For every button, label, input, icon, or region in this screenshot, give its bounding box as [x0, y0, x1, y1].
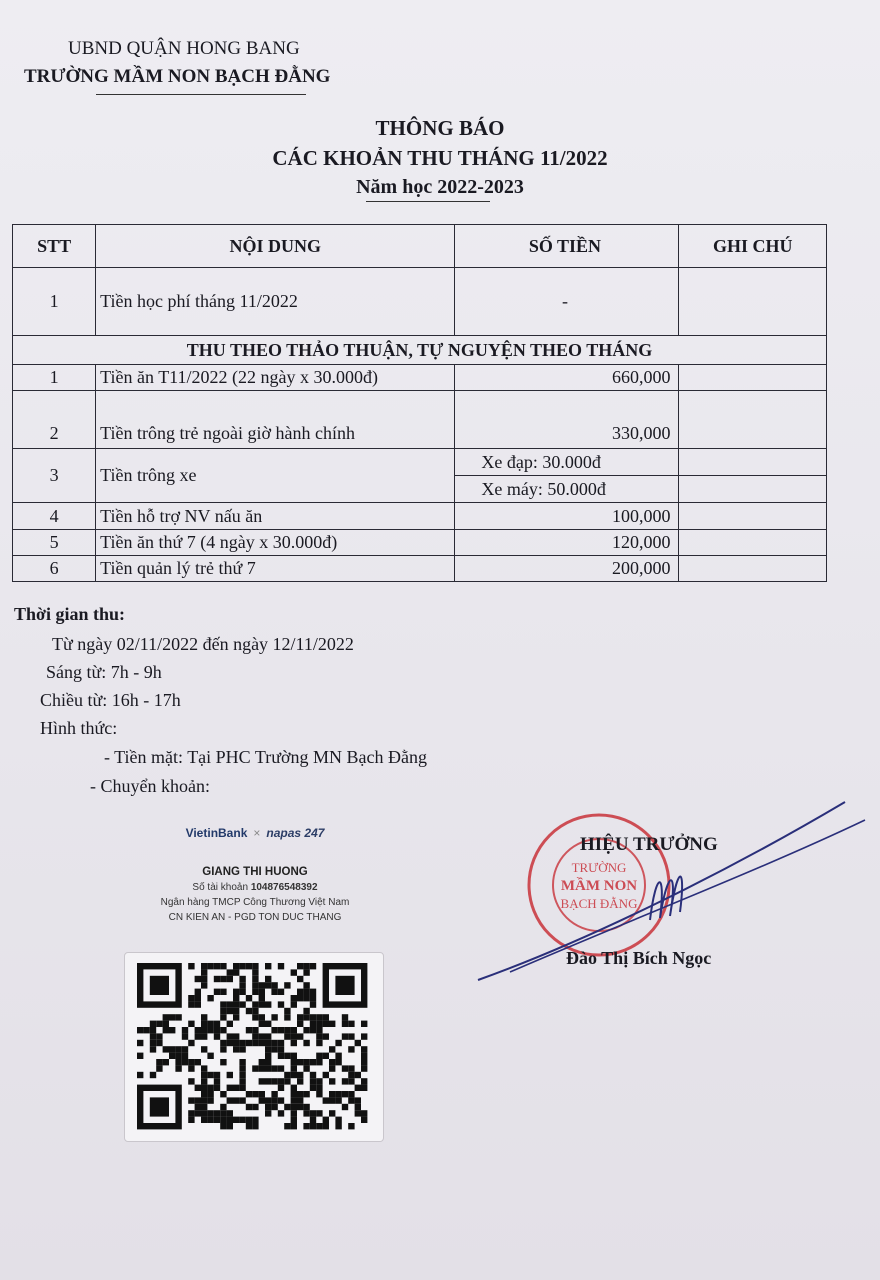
cell-note	[679, 449, 827, 476]
cell-note	[679, 268, 827, 336]
cell-content: Tiền ăn T11/2022 (22 ngày x 30.000đ)	[96, 365, 455, 391]
collection-time-label: Thời gian thu:	[14, 604, 126, 624]
vietinbank-logo: VietinBank	[185, 826, 248, 840]
notice-subtitle: CÁC KHOẢN THU THÁNG 11/2022	[272, 146, 608, 170]
cell-amount: 100,000	[455, 503, 679, 530]
principal-title: HIỆU TRƯỞNG	[580, 834, 718, 855]
cell-note	[679, 503, 827, 530]
cell-note	[679, 365, 827, 391]
cell-stt: 1	[13, 268, 96, 336]
org-line-1: UBND QUẬN HONG BANG	[68, 38, 300, 59]
cell-stt: 6	[13, 556, 96, 582]
cell-amount-bicycle: Xe đạp: 30.000đ	[455, 449, 679, 476]
col-header-content: NỘI DUNG	[96, 225, 455, 268]
cell-content: Tiền hỗ trợ NV nấu ăn	[96, 503, 455, 530]
collection-date-range: Từ ngày 02/11/2022 đến ngày 12/11/2022	[52, 634, 354, 654]
cell-amount: 330,000	[455, 391, 679, 449]
table-row	[13, 503, 827, 530]
qr-code	[124, 952, 384, 1142]
school-year: Năm học 2022-2023	[356, 176, 524, 198]
bank-name: Ngân hàng TMCP Công Thương Việt Nam	[160, 897, 350, 908]
napas-logo: napas 247	[266, 826, 325, 840]
bank-info	[120, 826, 390, 923]
table-row	[13, 391, 827, 449]
cell-amount: -	[455, 268, 679, 336]
school-year-underline	[366, 201, 490, 202]
cell-amount: 660,000	[455, 365, 679, 391]
svg-text:MẦM NON: MẦM NON	[560, 878, 638, 894]
section-title: THU THEO THẢO THUẬN, TỰ NGUYỆN THEO THÁNG	[13, 336, 827, 365]
org-line-2: TRƯỜNG MẦM NON BẠCH ĐẰNG	[24, 66, 331, 87]
cell-stt: 4	[13, 503, 96, 530]
cell-content: Tiền trông xe	[96, 449, 455, 503]
cell-stt: 2	[13, 391, 96, 449]
svg-text:TRƯỜNG: TRƯỜNG	[571, 860, 627, 875]
table-header-row	[13, 225, 827, 268]
account-number-label: Số tài khoản	[192, 882, 249, 893]
notice-title: THÔNG BÁO	[375, 116, 505, 140]
cell-note	[679, 391, 827, 449]
svg-text:BẠCH ĐẰNG: BẠCH ĐẰNG	[560, 896, 638, 911]
qr-code-image	[125, 953, 383, 1141]
payment-cash: - Tiền mặt: Tại PHC Trường MN Bạch Đằng	[104, 747, 427, 767]
table-row	[13, 530, 827, 556]
cell-stt: 1	[13, 365, 96, 391]
cell-amount: 120,000	[455, 530, 679, 556]
col-header-note: GHI CHÚ	[679, 225, 827, 268]
account-holder: GIANG THI HUONG	[202, 866, 308, 878]
cell-content: Tiền quản lý trẻ thứ 7	[96, 556, 455, 582]
cell-content: Tiền trông trẻ ngoài giờ hành chính	[96, 391, 455, 449]
cell-stt: 5	[13, 530, 96, 556]
cell-stt: 3	[13, 449, 96, 503]
cell-amount: 200,000	[455, 556, 679, 582]
section-row	[13, 336, 827, 365]
table-row	[13, 365, 827, 391]
principal-name: Đào Thị Bích Ngọc	[566, 948, 712, 968]
account-number-line	[120, 882, 390, 893]
cell-content: Tiền ăn thứ 7 (4 ngày x 30.000đ)	[96, 530, 455, 556]
collection-afternoon: Chiều từ: 16h - 17h	[40, 690, 181, 710]
table-row	[13, 268, 827, 336]
fees-table	[12, 224, 827, 582]
col-header-amount: SỐ TIỀN	[455, 225, 679, 268]
bank-branch: CN KIEN AN - PGD TON DUC THANG	[168, 912, 342, 923]
table-row	[13, 449, 827, 476]
payment-transfer: - Chuyển khoản:	[90, 776, 210, 796]
logo-separator: ×	[253, 826, 261, 840]
collection-morning: Sáng từ: 7h - 9h	[46, 662, 162, 682]
account-number: 104876548392	[250, 882, 318, 893]
col-header-stt: STT	[13, 225, 96, 268]
org-underline	[96, 94, 306, 95]
bank-logos	[120, 826, 390, 846]
payment-method-label: Hình thức:	[40, 718, 118, 738]
cell-content: Tiền học phí tháng 11/2022	[96, 268, 455, 336]
cell-note	[679, 476, 827, 503]
cell-note	[679, 530, 827, 556]
cell-amount-motorbike: Xe máy: 50.000đ	[455, 476, 679, 503]
table-row	[13, 556, 827, 582]
cell-note	[679, 556, 827, 582]
